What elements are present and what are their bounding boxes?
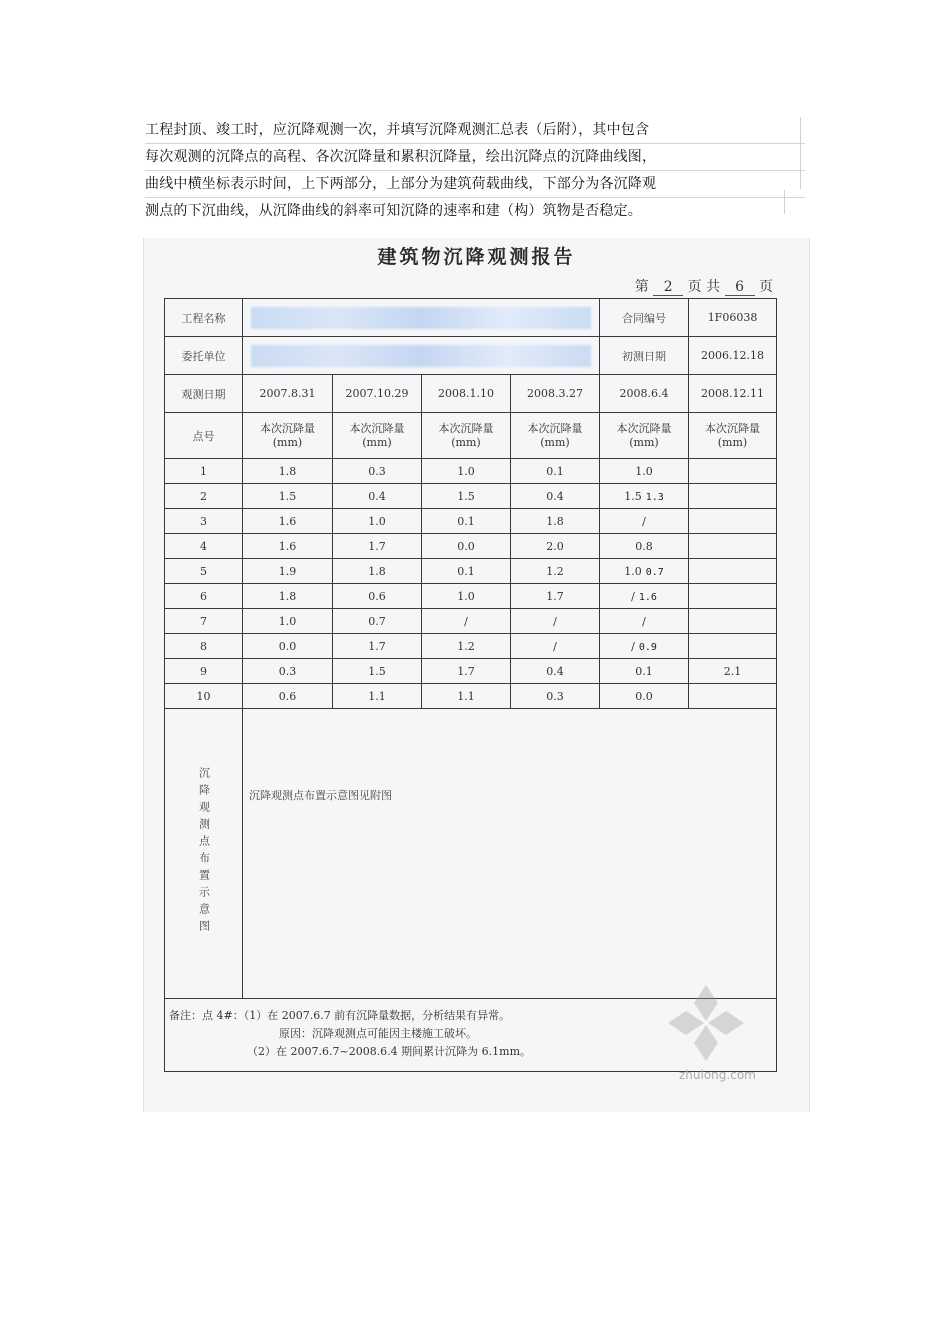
value-cell: [511, 509, 600, 534]
value-cell: [422, 484, 511, 509]
watermark-text: zhulong.com: [679, 1068, 756, 1082]
value-cell: [243, 634, 333, 659]
table-row: [165, 584, 777, 609]
client-value-redacted: [243, 337, 600, 375]
table-row: [165, 609, 777, 634]
value-cell: [422, 534, 511, 559]
project-row: [165, 299, 777, 337]
value-cell: [422, 634, 511, 659]
watermark-logo-icon: [666, 983, 746, 1063]
value-text: 1.8: [278, 589, 297, 603]
value-text: 0.0: [635, 689, 653, 703]
value-cell: [243, 509, 333, 534]
col-header-text: 本次沉降量: [260, 421, 315, 435]
col-unit: (mm): [451, 435, 481, 449]
value-text: 1.5: [457, 489, 475, 503]
table-row: [165, 534, 777, 559]
value-text: 1.5: [624, 489, 642, 503]
value-text: 0.1: [546, 464, 564, 478]
col-header-text: 本次沉降量: [349, 421, 405, 435]
value-text: 1.6: [278, 539, 297, 553]
value-text: 1.7: [457, 664, 475, 678]
value-cell: [333, 634, 422, 659]
layout-label-cell: [165, 709, 243, 999]
value-text: 0.1: [635, 664, 653, 678]
point-cell: 8: [165, 634, 243, 659]
intro-line: 曲线中横坐标表示时间，上下两部分，上部分为建筑荷载曲线，下部分为各沉降观: [145, 171, 805, 198]
col-unit: (mm): [717, 435, 748, 449]
value-text: 1.1: [368, 689, 386, 703]
value-cell: [511, 559, 600, 584]
column-header-row: [165, 413, 777, 459]
table-row: [165, 634, 777, 659]
value-cell: [243, 609, 333, 634]
value-text: 0.4: [546, 489, 564, 503]
value-cell: [511, 684, 600, 709]
value-cell: [422, 684, 511, 709]
value-cell: [333, 459, 422, 484]
value-text: /: [553, 614, 557, 628]
column-header: [422, 413, 511, 459]
value-cell: [600, 509, 689, 534]
value-cell: [689, 509, 777, 534]
value-cell: [689, 684, 777, 709]
value-cell: [243, 584, 333, 609]
value-cell: [243, 684, 333, 709]
value-text: 0.3: [368, 464, 386, 478]
value-text: 0.1: [457, 564, 475, 578]
value-cell: [511, 484, 600, 509]
value-text: 1.9: [278, 564, 297, 578]
value-text: 0.0: [278, 639, 297, 653]
value-cell: [243, 484, 333, 509]
intro-line: 测点的下沉曲线，从沉降曲线的斜率可知沉降的速率和建（构）筑物是否稳定。: [145, 203, 642, 219]
intro-paragraph: [145, 117, 805, 224]
point-cell: 2: [165, 484, 243, 509]
table-rule: [784, 190, 786, 214]
scanned-report: [143, 238, 810, 1112]
obs-date-label: 观测日期: [165, 375, 243, 413]
value-text: 1.2: [457, 639, 475, 653]
note-line: 备注：点 4#：（1）在 2007.6.7 前有沉降量数据，分析结果有异常。: [169, 1009, 511, 1022]
note-line: （2）在 2007.6.7~2008.6.4 期间累计沉降为 6.1mm。: [247, 1045, 532, 1058]
value-text: 1.0: [457, 464, 475, 478]
col-unit: (mm): [629, 435, 659, 449]
value-cell: [689, 609, 777, 634]
obs-date: 2008.12.11: [689, 375, 777, 413]
value-cell: [511, 634, 600, 659]
contract-label: 合同编号: [600, 299, 689, 337]
column-header: [333, 413, 422, 459]
handwritten-note: 0.7: [645, 566, 664, 578]
value-text: 0.6: [368, 589, 386, 603]
value-text: 2.0: [546, 539, 564, 553]
table-row: [165, 484, 777, 509]
value-text: /: [631, 639, 635, 653]
value-text: /: [631, 589, 635, 603]
value-cell: [422, 459, 511, 484]
value-text: 1.5: [368, 664, 386, 678]
value-text: 1.0: [624, 564, 642, 578]
col-unit: (mm): [540, 435, 570, 449]
col-header-text: 本次沉降量: [438, 421, 494, 435]
col-header-text: 本次沉降量: [527, 421, 583, 435]
value-text: 1.5: [278, 489, 297, 503]
value-cell: [422, 559, 511, 584]
value-text: 1.2: [546, 564, 564, 578]
value-cell: [600, 684, 689, 709]
page-number: 2: [653, 279, 683, 296]
value-text: 0.7: [368, 614, 386, 628]
value-cell: [511, 609, 600, 634]
note-line: 原因：沉降观测点可能因主楼施工破坏。: [279, 1027, 477, 1040]
value-cell: [511, 584, 600, 609]
settlement-table: [164, 298, 777, 1072]
intro-line: 工程封顶、竣工时，应沉降观测一次，并填写沉降观测汇总表（后附），其中包含: [145, 117, 805, 144]
value-text: 1.0: [278, 614, 297, 628]
obs-date-row: [165, 375, 777, 413]
value-cell: [689, 534, 777, 559]
client-label: 委托单位: [165, 337, 243, 375]
value-text: /: [642, 614, 646, 628]
obs-date: 2007.10.29: [333, 375, 422, 413]
value-text: 1.7: [368, 539, 386, 553]
obs-date: 2007.8.31: [243, 375, 333, 413]
value-cell: [422, 584, 511, 609]
col-unit: (mm): [272, 435, 303, 449]
value-text: 1.7: [546, 589, 564, 603]
value-cell: [333, 559, 422, 584]
value-text: 0.8: [635, 539, 653, 553]
value-cell: [333, 609, 422, 634]
project-name-label: 工程名称: [165, 299, 243, 337]
value-cell: [511, 659, 600, 684]
column-header: [689, 413, 777, 459]
client-row: [165, 337, 777, 375]
value-cell: [689, 484, 777, 509]
handwritten-note: 0.9: [638, 641, 657, 653]
handwritten-note: 1.3: [645, 491, 664, 503]
point-cell: 5: [165, 559, 243, 584]
value-text: /: [642, 514, 646, 528]
value-text: 0.4: [546, 664, 564, 678]
obs-date: 2008.1.10: [422, 375, 511, 413]
value-text: 0.6: [278, 689, 297, 703]
point-cell: 7: [165, 609, 243, 634]
value-cell: [422, 509, 511, 534]
value-cell: [511, 459, 600, 484]
value-cell: [600, 459, 689, 484]
value-cell: [243, 659, 333, 684]
table-row: [165, 459, 777, 484]
value-text: 1.0: [635, 464, 653, 478]
value-cell: [689, 659, 777, 684]
value-text: 1.0: [368, 514, 386, 528]
report-title: 建筑物沉降观测报告: [377, 246, 576, 268]
value-text: 0.0: [457, 539, 475, 553]
value-cell: [333, 659, 422, 684]
value-cell: [243, 459, 333, 484]
value-text: 0.3: [278, 664, 297, 678]
value-text: 1.0: [457, 589, 475, 603]
value-cell: [600, 484, 689, 509]
column-header: [511, 413, 600, 459]
value-cell: [689, 634, 777, 659]
first-date-label: 初测日期: [600, 337, 689, 375]
page-indicator: [635, 276, 773, 296]
value-cell: [689, 459, 777, 484]
col-header-text: 本次沉降量: [705, 421, 760, 435]
value-text: 1.8: [278, 464, 297, 478]
data-rows: [165, 459, 777, 709]
value-cell: [689, 584, 777, 609]
point-cell: 9: [165, 659, 243, 684]
value-text: 1.1: [457, 689, 475, 703]
layout-row: [165, 709, 777, 999]
value-cell: [333, 684, 422, 709]
value-cell: [600, 559, 689, 584]
value-cell: [333, 509, 422, 534]
value-cell: [600, 584, 689, 609]
point-cell: 10: [165, 684, 243, 709]
value-text: 2.1: [723, 664, 742, 678]
column-header: [243, 413, 333, 459]
column-header: [600, 413, 689, 459]
table-row: [165, 559, 777, 584]
contract-value: 1F06038: [689, 299, 777, 337]
col-header-text: 本次沉降量: [616, 421, 672, 435]
value-cell: [600, 534, 689, 559]
value-text: 1.8: [368, 564, 386, 578]
point-cell: 1: [165, 459, 243, 484]
value-text: 1.8: [546, 514, 564, 528]
point-cell: 4: [165, 534, 243, 559]
point-cell: 3: [165, 509, 243, 534]
project-name-value-redacted: [243, 299, 600, 337]
value-text: 1.6: [278, 514, 297, 528]
col-unit: (mm): [362, 435, 392, 449]
page-mid: 页 共: [687, 279, 721, 295]
value-cell: [333, 484, 422, 509]
value-cell: [511, 534, 600, 559]
value-text: 0.1: [457, 514, 475, 528]
value-text: 1.7: [368, 639, 386, 653]
value-cell: [600, 634, 689, 659]
value-cell: [422, 659, 511, 684]
value-cell: [333, 534, 422, 559]
layout-label: 沉降观测点布置示意图: [197, 767, 211, 937]
value-cell: [600, 659, 689, 684]
value-cell: [689, 559, 777, 584]
value-cell: [333, 584, 422, 609]
obs-date: 2008.6.4: [600, 375, 689, 413]
point-label: 点号: [165, 413, 243, 459]
value-cell: [600, 609, 689, 634]
table-row: [165, 509, 777, 534]
value-cell: [422, 609, 511, 634]
table-row: [165, 684, 777, 709]
value-cell: [243, 534, 333, 559]
value-text: /: [553, 639, 557, 653]
table-rule: [800, 117, 802, 189]
handwritten-note: 1.6: [638, 591, 657, 603]
first-date-value: 2006.12.18: [689, 337, 777, 375]
value-text: /: [464, 614, 468, 628]
point-cell: 6: [165, 584, 243, 609]
value-text: 0.3: [546, 689, 564, 703]
obs-date: 2008.3.27: [511, 375, 600, 413]
page-total: 6: [725, 279, 755, 296]
layout-note: 沉降观测点布置示意图见附图: [243, 709, 777, 999]
page-prefix: 第: [634, 279, 649, 295]
intro-line: 每次观测的沉降点的高程、各次沉降量和累积沉降量，绘出沉降点的沉降曲线图，: [145, 144, 805, 171]
page-suffix: 页: [759, 279, 773, 295]
value-cell: [243, 559, 333, 584]
value-text: 0.4: [368, 489, 386, 503]
table-row: [165, 659, 777, 684]
